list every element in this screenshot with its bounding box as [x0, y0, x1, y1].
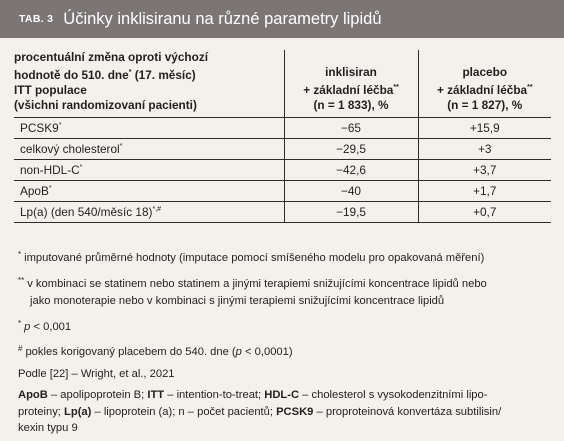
table-footnotes: [18, 246, 554, 441]
inclisiran-value: −65: [284, 118, 418, 139]
footnote-significance: * p < 0,001: [18, 318, 72, 333]
footnote-combination: ** v kombinaci se statinem nebo statinem a jinými terapiemi snižujícími koncentrace lipidů nebo jako monoterapie nebo v kombinaci s jinými terapiemi snižujícími koncentrace lipidů: [18, 275, 487, 307]
row-label: non-HDL-C*: [14, 160, 284, 181]
table-number: TAB. 3: [19, 13, 54, 25]
footnote-imputed: * imputované průměrné hodnoty (imputace pomocí smíšeného modelu pro opakovaná měření): [18, 250, 485, 264]
table-header-row: [14, 50, 551, 118]
inclisiran-value: −40: [284, 181, 418, 202]
lipid-effects-table: [14, 50, 551, 223]
row-label: Lp(a) (den 540/měsíc 18)*,#: [14, 202, 284, 223]
placebo-value: +1,7: [418, 181, 551, 202]
inclisiran-value: −42,6: [284, 160, 418, 181]
placebo-value: +0,7: [418, 202, 551, 223]
header-placebo: placebo + základní léčba** (n = 1 827), %: [418, 50, 551, 118]
row-label: celkový cholesterol*: [14, 139, 284, 160]
table-row: [14, 202, 551, 223]
placebo-value: +15,9: [418, 118, 551, 139]
table-row: [14, 160, 551, 181]
row-label: ApoB*: [14, 181, 284, 202]
footnote-placebo-adjusted: # pokles korigovaný placebem do 540. dne (p < 0,0001): [18, 344, 293, 358]
source-citation: Podle [22] – Wright, et al., 2021: [18, 367, 175, 380]
placebo-value: +3,7: [418, 160, 551, 181]
inclisiran-value: −29,5: [284, 139, 418, 160]
header-inclisiran: inklisiran + základní léčba** (n = 1 833), %: [284, 50, 418, 118]
table-title-bar: [0, 0, 564, 38]
inclisiran-value: −19,5: [284, 202, 418, 223]
placebo-value: +3: [418, 139, 551, 160]
table-row: [14, 181, 551, 202]
abbreviations: ApoB – apolipoprotein B; ITT – intention-to-treat; HDL-C – cholesterol s vysokodenzitními lipo- proteiny; Lp(a) – lipoprotein (a); n – počet pacientů; PCSK9 – proproteinová konvertáza subtilisin/ kexin typu 9: [18, 389, 502, 434]
table-row: [14, 118, 551, 139]
table-title: Účinky inklisiranu na různé parametry lipidů: [63, 9, 382, 28]
table-row: [14, 139, 551, 160]
header-parameter: procentuální změna oproti výchozí hodnotě do 510. dne* (17. měsíc) ITT populace (všichni randomizovaní pacienti): [14, 50, 284, 118]
row-label: PCSK9*: [14, 118, 284, 139]
